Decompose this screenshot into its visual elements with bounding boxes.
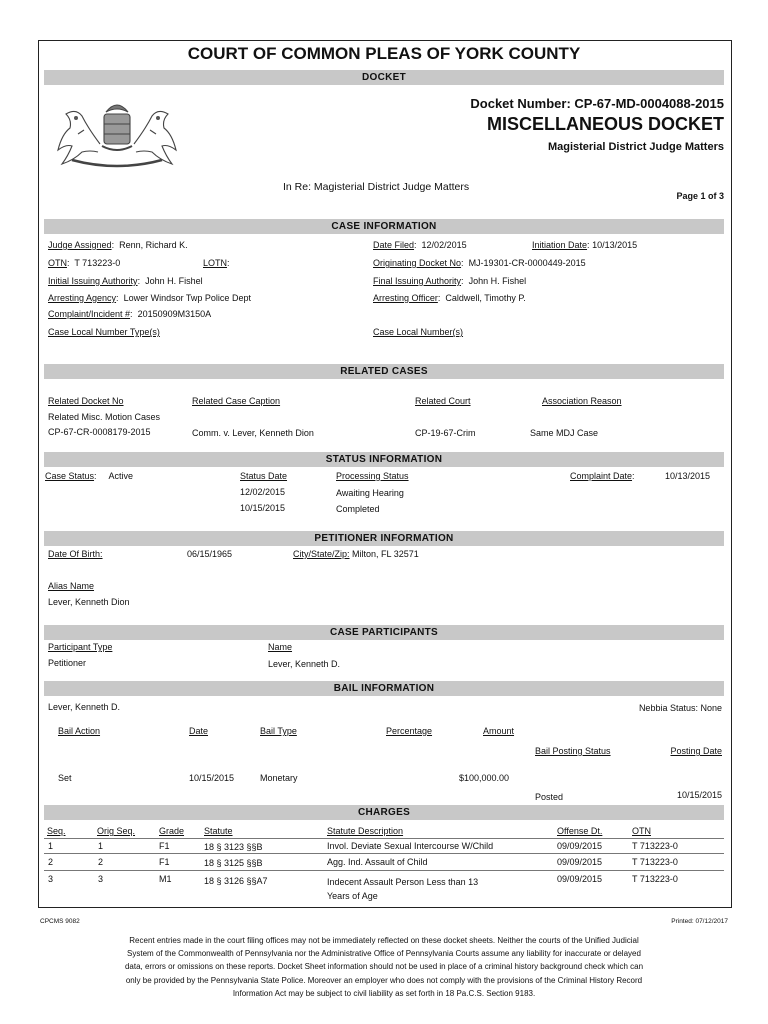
- charge-orig-seq: 3: [98, 874, 104, 884]
- charge-seq: 1: [48, 841, 54, 851]
- petitioner-information-header: PETITIONER INFORMATION: [44, 531, 724, 546]
- disclaimer-line: data, errors or omissions on these reports. Docket Sheet information should not be used in place of a criminal history background check which can: [124, 962, 644, 972]
- pennsylvania-seal-icon: [48, 94, 186, 170]
- charge-description: Indecent Assault Person Less than 13: [327, 877, 479, 887]
- status-information-header: STATUS INFORMATION: [44, 452, 724, 467]
- disclaimer-line: Information Act may be subject to civil liability as set forth in 18 Pa.C.S. Section 9183.: [232, 988, 536, 998]
- charge-description-cont: Years of Age: [327, 891, 378, 901]
- charges-divider: [44, 870, 724, 871]
- form-id: CPCMS 9082: [40, 918, 80, 925]
- case-local-numbers: Case Local Number(s): [373, 327, 464, 337]
- bail-amount-header: Amount: [483, 726, 515, 736]
- initial-issuing-authority: Initial Issuing Authority: John H. Fishel: [48, 276, 203, 286]
- nebbia-status: Nebbia Status: None: [638, 703, 722, 713]
- related-group-label: Related Misc. Motion Cases: [48, 412, 161, 422]
- charges-header: CHARGES: [44, 805, 724, 820]
- charge-otn-header: OTN: [632, 826, 651, 836]
- complaint-incident: Complaint/Incident #: 20150909M3150A: [48, 309, 212, 319]
- charge-grade: F1: [159, 857, 170, 867]
- charge-seq-header: Seq.: [47, 826, 66, 836]
- participant-type: Petitioner: [48, 658, 87, 668]
- related-docket-header: Related Docket No: [48, 396, 124, 406]
- complaint-date-label: Complaint Date:: [570, 471, 635, 481]
- related-docket-no: CP-67-CR-0008179-2015: [48, 427, 151, 437]
- bail-action-header: Bail Action: [58, 726, 101, 736]
- city-state-zip: City/State/Zip: Milton, FL 32571: [293, 549, 419, 559]
- charge-grade: F1: [159, 841, 170, 851]
- bail-amount: $100,000.00: [459, 773, 510, 783]
- bail-action: Set: [58, 773, 72, 783]
- related-court: CP-19-67-Crim: [415, 428, 476, 438]
- bail-posting-status-header: Bail Posting Status: [535, 746, 611, 756]
- judge-assigned: Judge Assigned: Renn, Richard K.: [48, 240, 188, 250]
- charge-otn: T 713223-0: [632, 841, 678, 851]
- status-date: 12/02/2015: [240, 487, 286, 497]
- processing-status: Completed: [336, 504, 380, 514]
- charge-seq: 3: [48, 874, 54, 884]
- charge-grade: M1: [159, 874, 172, 884]
- charge-statute: 18 § 3125 §§B: [204, 858, 263, 868]
- date-filed: Date Filed: 12/02/2015: [373, 240, 467, 250]
- processing-status: Awaiting Hearing: [336, 488, 404, 498]
- disclaimer-line: Recent entries made in the court filing offices may not be immediately reflected on these docket sheets. Neither the courts of the Unified Judicial: [129, 936, 639, 945]
- bail-type: Monetary: [260, 773, 298, 783]
- charge-description-header: Statute Description: [327, 826, 404, 836]
- charge-offense-date: 09/09/2015: [557, 874, 603, 884]
- dob-value: 06/15/1965: [187, 549, 233, 559]
- disclaimer-line: only be provided by the Pennsylvania State Police. Moreover an employer who does not comply with the provisions of the Criminal History Record: [125, 975, 643, 985]
- printed-date: Printed: 07/12/2017: [671, 918, 728, 925]
- bail-posting-status: Posted: [535, 792, 564, 802]
- case-status: Case Status: Active: [45, 471, 134, 481]
- final-issuing-authority: Final Issuing Authority: John H. Fishel: [373, 276, 527, 286]
- charge-orig-seq: 2: [98, 857, 104, 867]
- charges-divider: [44, 838, 724, 839]
- arresting-officer: Arresting Officer: Caldwell, Timothy P.: [373, 293, 526, 303]
- charge-statute-header: Statute: [204, 826, 233, 836]
- lotn: LOTN:: [203, 258, 230, 268]
- case-participants-header: CASE PARTICIPANTS: [44, 625, 724, 640]
- bail-type-header: Bail Type: [260, 726, 297, 736]
- dob-label: Date Of Birth:: [48, 549, 103, 559]
- charge-offense-date: 09/09/2015: [557, 841, 603, 851]
- complaint-date-value: 10/13/2015: [665, 471, 711, 481]
- disclaimer-line: System of the Commonwealth of Pennsylvania nor the Administrative Office of Pennsylvania Courts assume any liability for inaccurate or delayed: [127, 949, 641, 959]
- docket-band: DOCKET: [44, 70, 724, 85]
- alias-name-value: Lever, Kenneth Dion: [48, 597, 130, 607]
- case-local-number-type: Case Local Number Type(s): [48, 327, 160, 337]
- bail-information-header: BAIL INFORMATION: [44, 681, 724, 696]
- bail-percentage-header: Percentage: [386, 726, 433, 736]
- status-date: 10/15/2015: [240, 503, 286, 513]
- bail-name: Lever, Kenneth D.: [48, 702, 121, 712]
- participant-type-header: Participant Type: [48, 642, 113, 652]
- court-title: COURT OF COMMON PLEAS OF YORK COUNTY: [187, 44, 581, 63]
- related-caption-header: Related Case Caption: [192, 396, 281, 406]
- arresting-agency: Arresting Agency: Lower Windsor Twp Police Dept: [48, 293, 251, 303]
- related-case-caption: Comm. v. Lever, Kenneth Dion: [192, 428, 314, 438]
- originating-docket: Originating Docket No: MJ-19301-CR-0000449-2015: [373, 258, 586, 268]
- charge-seq: 2: [48, 857, 54, 867]
- page-number: Page 1 of 3: [676, 191, 724, 201]
- association-reason-header: Association Reason: [542, 396, 622, 406]
- charge-grade-header: Grade: [159, 826, 185, 836]
- bail-date: 10/15/2015: [189, 773, 235, 783]
- bail-date-header: Date: [189, 726, 209, 736]
- bail-posting-date: 10/15/2015: [676, 790, 722, 800]
- case-information-header: CASE INFORMATION: [44, 219, 724, 234]
- related-court-header: Related Court: [415, 396, 471, 406]
- charge-otn: T 713223-0: [632, 857, 678, 867]
- charge-description: Agg. Ind. Assault of Child: [327, 857, 428, 867]
- charge-orig-seq: 1: [98, 841, 104, 851]
- disclaimer: [80, 934, 688, 1000]
- initiation-date: Initiation Date: 10/13/2015: [532, 240, 638, 250]
- charge-description: Invol. Deviate Sexual Intercourse W/Child: [327, 841, 494, 851]
- charge-orig-seq-header: Orig Seq.: [97, 826, 136, 836]
- docket-number: Docket Number: CP-67-MD-0004088-2015: [470, 96, 724, 111]
- posting-date-header: Posting Date: [670, 746, 722, 756]
- charge-otn: T 713223-0: [632, 874, 678, 884]
- related-cases-header: RELATED CASES: [44, 364, 724, 379]
- charge-offense-date-header: Offense Dt.: [557, 826, 603, 836]
- charges-divider: [44, 853, 724, 854]
- participant-name: Lever, Kenneth D.: [268, 659, 341, 669]
- in-re-caption: In Re: Magisterial District Judge Matters: [283, 181, 470, 193]
- otn: OTN: T 713223-0: [48, 258, 121, 268]
- docket-type: MISCELLANEOUS DOCKET: [486, 114, 724, 134]
- status-date-header: Status Date: [240, 471, 288, 481]
- charge-offense-date: 09/09/2015: [557, 857, 603, 867]
- docket-subtype: Magisterial District Judge Matters: [547, 141, 724, 153]
- alias-name-label: Alias Name: [48, 581, 95, 591]
- association-reason: Same MDJ Case: [530, 428, 599, 438]
- processing-status-header: Processing Status: [336, 471, 409, 481]
- charge-statute: 18 § 3123 §§B: [204, 842, 263, 852]
- charge-statute: 18 § 3126 §§A7: [204, 876, 268, 886]
- participant-name-header: Name: [268, 642, 293, 652]
